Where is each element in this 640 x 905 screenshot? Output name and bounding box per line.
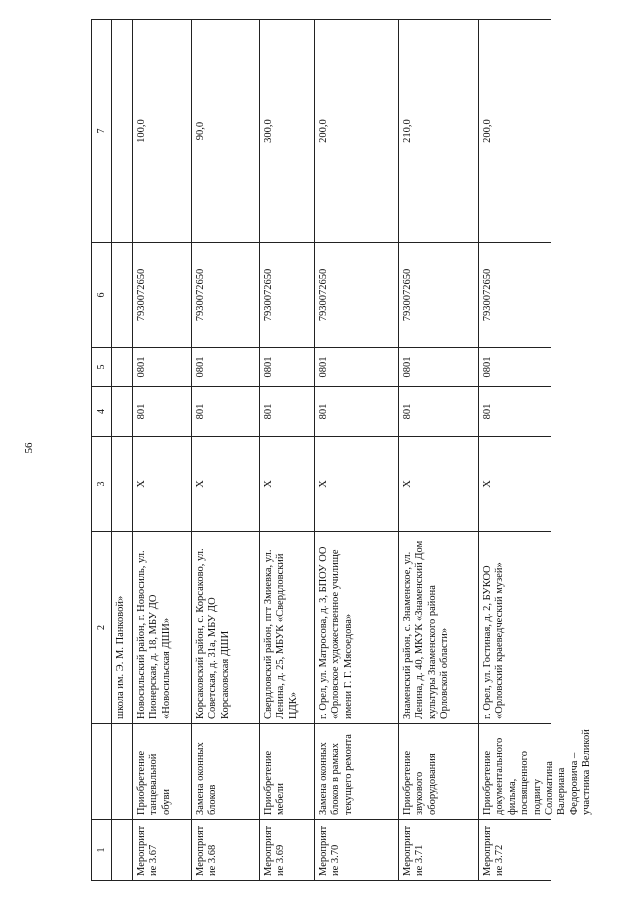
event-address: г. Орел, ул. Гостиная, д. 2, БУКОО «Орловский краеведческий музей» bbox=[479, 531, 551, 723]
col-6-value: 7930072650 bbox=[260, 242, 314, 347]
col-5-value: 0801 bbox=[479, 347, 551, 386]
col-7-value: 90,0 bbox=[192, 19, 259, 242]
col-4-value: 801 bbox=[399, 386, 478, 436]
col-6-value: 7930072650 bbox=[479, 242, 551, 347]
continuation-text: школа им. Э. М. Панковой» bbox=[112, 531, 132, 723]
event-id: Мероприятие 3.71 bbox=[399, 819, 478, 881]
header-col-4: 4 bbox=[92, 386, 111, 436]
col-5-value: 0801 bbox=[315, 347, 398, 386]
col-7-value: 300,0 bbox=[260, 19, 314, 242]
event-address: Свердловский район, пгт Змиевка, ул. Ленина, д. 25, МБУК «Свердловский ЦДК» bbox=[260, 531, 314, 723]
col-5-value: 0801 bbox=[399, 347, 478, 386]
header-col-5: 5 bbox=[92, 347, 111, 386]
col-3-value: Х bbox=[260, 436, 314, 531]
col-3-value: Х bbox=[399, 436, 478, 531]
col-6-value: 7930072650 bbox=[133, 242, 191, 347]
event-name: Приобретение танцевальной обуви bbox=[133, 723, 191, 819]
event-address: г. Орел, ул. Матросова, д. 3, БПОУ ОО «Орловское художественное училище имени Г. Г. Мясоедова» bbox=[315, 531, 398, 723]
col-4-value: 801 bbox=[133, 386, 191, 436]
col-7-value: 100,0 bbox=[133, 19, 191, 242]
event-id: Мероприятие 3.69 bbox=[260, 819, 314, 881]
col-4-value: 801 bbox=[192, 386, 259, 436]
event-name: Приобретение звукового оборудования bbox=[399, 723, 478, 819]
event-name: Замена оконных блоков bbox=[192, 723, 259, 819]
col-4-value: 801 bbox=[260, 386, 314, 436]
event-address: Корсаковский район, с. Корсаково, ул. Советская, д. 31а, МБУ ДО Корсаковская ДШИ bbox=[192, 531, 259, 723]
table-row bbox=[315, 19, 399, 881]
event-id: Мероприятие 3.67 bbox=[133, 819, 191, 881]
header-col-7: 7 bbox=[92, 19, 111, 242]
header-col-1: 1 bbox=[92, 819, 111, 881]
cell bbox=[112, 386, 132, 436]
cell bbox=[112, 819, 132, 881]
cell bbox=[112, 347, 132, 386]
event-address: Новосильский район, г. Новосиль, ул. Пионерская, д. 18, МБУ ДО «Новосильская ДШИ» bbox=[133, 531, 191, 723]
col-5-value: 0801 bbox=[260, 347, 314, 386]
col-4-value: 801 bbox=[315, 386, 398, 436]
event-address: Знаменский район, с. Знаменское, ул. Ленина, д. 40, МКУК «Знаменский Дом культуры Знаменского района Орловской области» bbox=[399, 531, 478, 723]
col-6-value: 7930072650 bbox=[192, 242, 259, 347]
cell bbox=[112, 19, 132, 242]
event-name: Приобретение документального фильма, посвященного подвигу Соломатина Валериана Федоровича – участника Великой bbox=[479, 723, 551, 819]
col-3-value: Х bbox=[192, 436, 259, 531]
table-row bbox=[192, 19, 260, 881]
event-id: Мероприятие 3.72 bbox=[479, 819, 551, 881]
cell bbox=[112, 723, 132, 819]
event-id: Мероприятие 3.70 bbox=[315, 819, 398, 881]
rotated-table bbox=[91, 19, 592, 881]
continuation-row bbox=[112, 19, 133, 881]
col-3-value: Х bbox=[315, 436, 398, 531]
header-row bbox=[91, 19, 112, 881]
cell bbox=[112, 436, 132, 531]
event-name: Замена оконных блоков в рамках текущего ремонта bbox=[315, 723, 398, 819]
col-5-value: 0801 bbox=[133, 347, 191, 386]
col-6-value: 7930072650 bbox=[399, 242, 478, 347]
header-col-2: 2 bbox=[92, 531, 111, 723]
table-row bbox=[133, 19, 192, 881]
table-row bbox=[260, 19, 315, 881]
col-6-value: 7930072650 bbox=[315, 242, 398, 347]
header-col-blank bbox=[92, 723, 111, 819]
col-7-value: 200,0 bbox=[315, 19, 398, 242]
col-5-value: 0801 bbox=[192, 347, 259, 386]
event-id: Мероприятие 3.68 bbox=[192, 819, 259, 881]
cell bbox=[112, 242, 132, 347]
col-7-value: 210,0 bbox=[399, 19, 478, 242]
page-number: 56 bbox=[23, 442, 35, 454]
col-7-value: 200,0 bbox=[479, 19, 551, 242]
header-col-6: 6 bbox=[92, 242, 111, 347]
table-row bbox=[479, 19, 592, 881]
header-col-3: 3 bbox=[92, 436, 111, 531]
event-name: Приобретение мебели bbox=[260, 723, 314, 819]
table-frame bbox=[91, 19, 592, 881]
table-row bbox=[399, 19, 479, 881]
col-3-value: Х bbox=[479, 436, 551, 531]
col-4-value: 801 bbox=[479, 386, 551, 436]
col-3-value: Х bbox=[133, 436, 191, 531]
